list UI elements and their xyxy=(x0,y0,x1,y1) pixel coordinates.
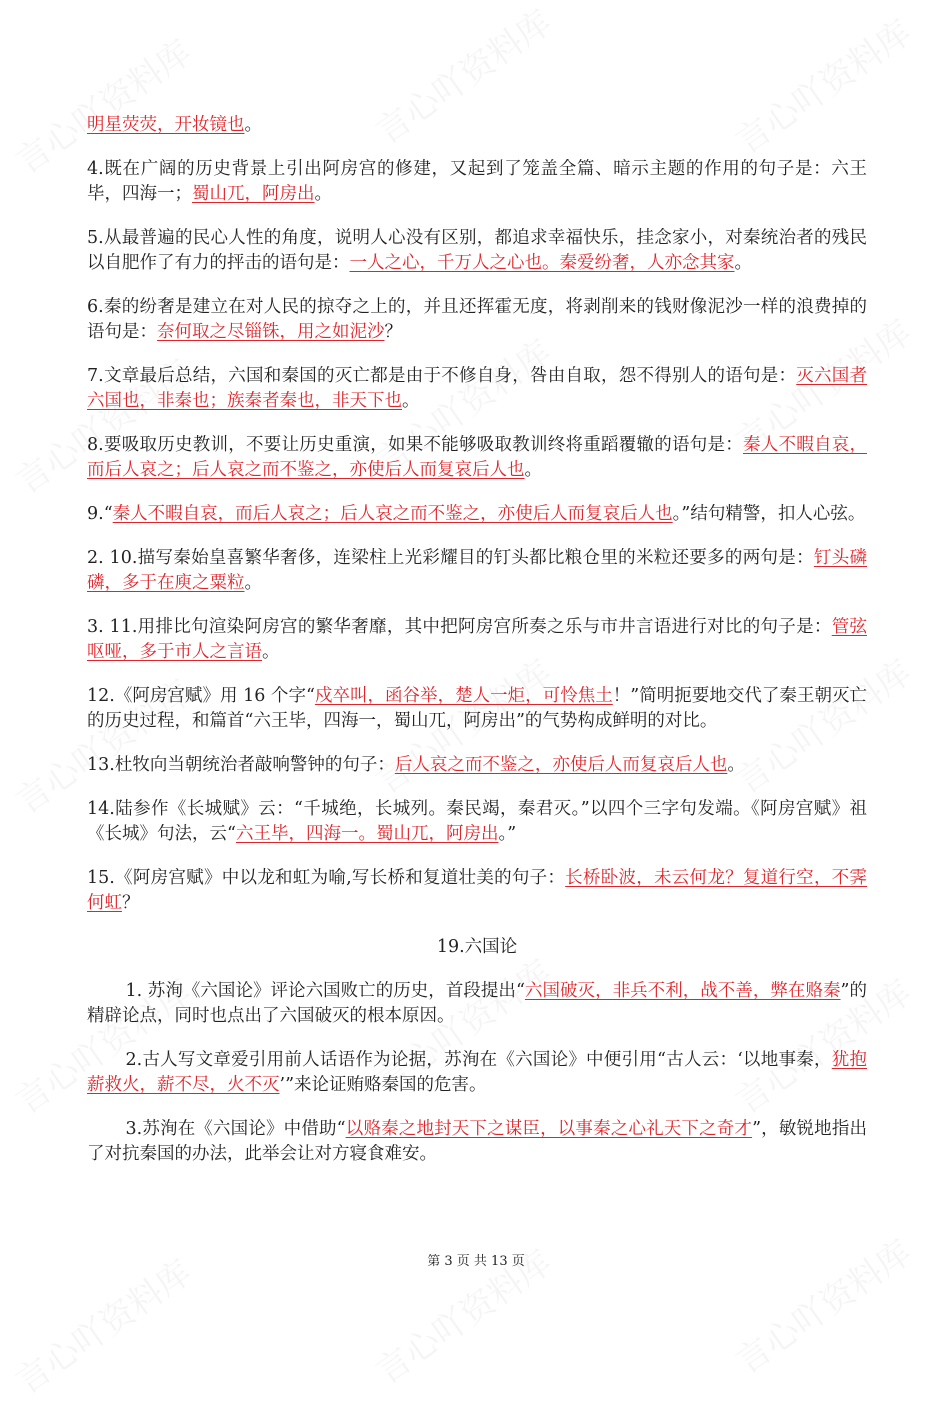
question-paragraph xyxy=(87,113,867,138)
question-text: 。 xyxy=(734,253,752,273)
answer-text: 长桥卧波，未云何龙？复道行空，不霁何虹 xyxy=(87,868,867,913)
question-text: 。 xyxy=(244,573,262,593)
question-text: 7.文章最后总结，六国和秦国的灭亡都是由于不修自身，咎由自取，怨不得别人的语句是： xyxy=(87,366,797,386)
question-paragraph xyxy=(87,866,867,916)
question-paragraph xyxy=(87,157,867,207)
question-text: 5.从最普遍的民心人性的角度，说明人心没有区别，都追求幸福快乐，挂念家小，对秦统治者的残民以自肥作了有力的抨击的语句是： xyxy=(87,228,867,273)
question-text: ？ xyxy=(122,893,140,913)
answer-text: 六王毕，四海一。蜀山兀，阿房出 xyxy=(235,824,499,844)
answer-text: 灭六国者六国也，非秦也；族秦者秦也，非天下也 xyxy=(87,366,868,411)
answer-text: 秦人不暇自哀，而后人哀之；后人哀之而不鉴之，亦使后人而复哀后人也 xyxy=(112,504,673,524)
question-text: 12.《阿房宫赋》用 16 个字“ xyxy=(87,686,315,706)
question-text: 2. 10.描写秦始皇喜繁华奢侈，连梁柱上光彩耀目的钉头都比粮仓里的米粒还要多的两句是： xyxy=(87,548,814,568)
document-body xyxy=(87,113,867,1186)
answer-text: 钉头磷磷，多于在庾之粟粒 xyxy=(87,548,867,593)
question-text: 。 xyxy=(402,391,420,411)
answer-text: 一人之心，千万人之心也。秦爱纷奢，人亦念其家 xyxy=(349,253,735,273)
question-text: 。”结句精警，扣人心弦。 xyxy=(672,504,866,524)
answer-text: 后人哀之而不鉴之，亦使后人而复哀后人也 xyxy=(394,755,728,775)
question-paragraph xyxy=(87,433,867,483)
question-paragraph xyxy=(87,364,867,414)
answer-text: 蜀山兀，阿房出 xyxy=(192,184,315,204)
question-text: 1. 苏洵《六国论》评论六国败亡的历史，首段提出“ xyxy=(125,981,525,1001)
section-question-list xyxy=(87,979,867,1167)
question-text: 。 xyxy=(524,460,542,480)
question-text: ’”来论证贿赂秦国的危害。 xyxy=(279,1075,487,1095)
question-text: 14.陆参作《长城赋》云：“千城绝，长城列。秦民竭，秦君灭。”以四个三字句发端。《阿房宫赋》祖《长城》句法，云“ xyxy=(87,799,867,844)
question-text: ”，敏锐地指出了对抗秦国的办法，此举会让对方寝食难安。 xyxy=(87,1119,867,1164)
question-text: 4.既在广阔的历史背景上引出阿房宫的修建，又起到了笼盖全篇、暗示主题的作用的句子是：六王毕，四海一； xyxy=(87,159,867,204)
question-list xyxy=(87,113,867,916)
question-paragraph xyxy=(87,979,867,1029)
question-text: 3. 11.用排比句渲染阿房宫的繁华奢靡，其中把阿房宫所奏之乐与市井言语进行对比的句子是： xyxy=(87,617,832,637)
question-paragraph xyxy=(87,502,867,527)
answer-text: 六国破灭，非兵不利，战不善，弊在赂秦 xyxy=(524,981,841,1001)
question-paragraph xyxy=(87,615,867,665)
question-text: 13.杜牧向当朝统治者敲响警钟的句子： xyxy=(87,755,395,775)
answer-text: 明星荧荧，开妆镜也 xyxy=(87,115,245,135)
question-text: ？ xyxy=(384,322,402,342)
question-text: 6.秦的纷奢是建立在对人民的掠夺之上的，并且还挥霍无度，将剥削来的钱财像泥沙一样的浪费掉的语句是： xyxy=(87,297,867,342)
question-text: 。 xyxy=(727,755,745,775)
question-paragraph xyxy=(87,1117,867,1167)
answer-text: 戍卒叫，函谷举，楚人一炬，可怜焦土 xyxy=(314,686,613,706)
answer-text: 以赂秦之地封天下之谋臣，以事秦之心礼天下之奇才 xyxy=(345,1119,753,1139)
question-paragraph xyxy=(87,226,867,276)
question-text: 8.要吸取历史教训，不要让历史重演，如果不能够吸取教训终将重蹈覆辙的语句是： xyxy=(87,435,743,455)
question-text: 。” xyxy=(498,824,517,844)
question-text: ”的精辟论点，同时也点出了六国破灭的根本原因。 xyxy=(87,981,867,1026)
section-title: 19.六国论 xyxy=(436,937,518,957)
question-paragraph xyxy=(87,753,867,778)
answer-text: 犹抱薪救火，薪不尽，火不灭 xyxy=(87,1050,867,1095)
answer-text: 管弦呕哑，多于市人之言语 xyxy=(87,617,867,662)
question-paragraph xyxy=(87,1048,867,1098)
question-paragraph xyxy=(87,684,867,734)
question-text: 3.苏洵在《六国论》中借助“ xyxy=(125,1119,346,1139)
question-paragraph xyxy=(87,797,867,847)
page-footer: 第 3 页 共 13 页 xyxy=(427,1254,525,1269)
question-text: 。 xyxy=(314,184,332,204)
answer-text: 秦人不暇自哀，而后人哀之；后人哀之而不鉴之，亦使后人而复哀后人也 xyxy=(87,435,867,480)
question-text: 2.古人写文章爱引用前人话语作为论据，苏洵在《六国论》中便引用“古人云：‘以地事秦， xyxy=(125,1050,832,1070)
question-text: 15.《阿房宫赋》中以龙和虹为喻,写长桥和复道壮美的句子： xyxy=(87,868,566,888)
answer-text: 奈何取之尽锱铢，用之如泥沙 xyxy=(157,322,385,342)
question-paragraph xyxy=(87,295,867,345)
question-text: 9.“ xyxy=(87,504,113,524)
question-text: 。 xyxy=(262,642,280,662)
question-text: 。 xyxy=(244,115,262,135)
watermark-text xyxy=(4,1246,199,1403)
question-paragraph xyxy=(87,546,867,596)
question-text: ！”简明扼要地交代了秦王朝灭亡的历史过程，和篇首“六王毕，四海一，蜀山兀，阿房出”的气势构成鲜明的对比。 xyxy=(87,686,868,731)
